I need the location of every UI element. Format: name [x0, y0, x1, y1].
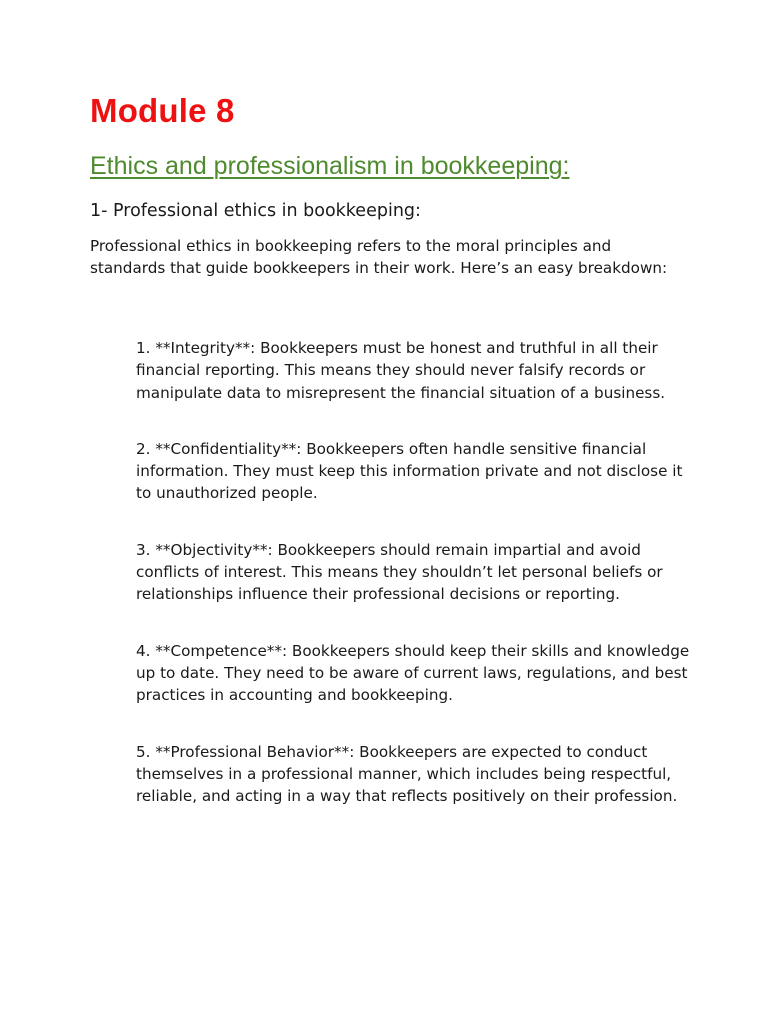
list-item-confidentiality: 2. **Confidentiality**: Bookkeepers often handle sensitive financial information. They must keep this information private and not disclose it to unauthorized people.	[136, 439, 683, 503]
intro-paragraph: Professional ethics in bookkeeping refers to the moral principles and standards that guide bookkeepers in their work. Here’s an easy breakdown:	[90, 237, 668, 278]
list-item-integrity: 1. **Integrity**: Bookkeepers must be honest and truthful in all their financial reporting. This means they should never falsify records or manipulate data to misrepresent the financial situation of a business.	[136, 339, 666, 402]
list-item-professional-behavior: 5. **Professional Behavior**: Bookkeepers are expected to conduct themselves in a professional manner, which includes being respectful, reliable, and acting in a way that reflects positively on their profession.	[136, 742, 678, 806]
sub-heading: 1- Professional ethics in bookkeeping:	[90, 201, 421, 221]
ethics-list	[136, 337, 696, 841]
section-title: Ethics and professionalism in bookkeeping:	[90, 152, 570, 180]
module-title: Module 8	[90, 92, 235, 129]
list-item-competence: 4. **Competence**: Bookkeepers should keep their skills and knowledge up to date. They need to be aware of current laws, regulations, and best practices in accounting and bookkeeping.	[136, 641, 690, 705]
list-item-objectivity: 3. **Objectivity**: Bookkeepers should remain impartial and avoid conflicts of interest. This means they shouldn’t let personal beliefs or relationships influence their professional decisions or reporting.	[136, 540, 663, 604]
